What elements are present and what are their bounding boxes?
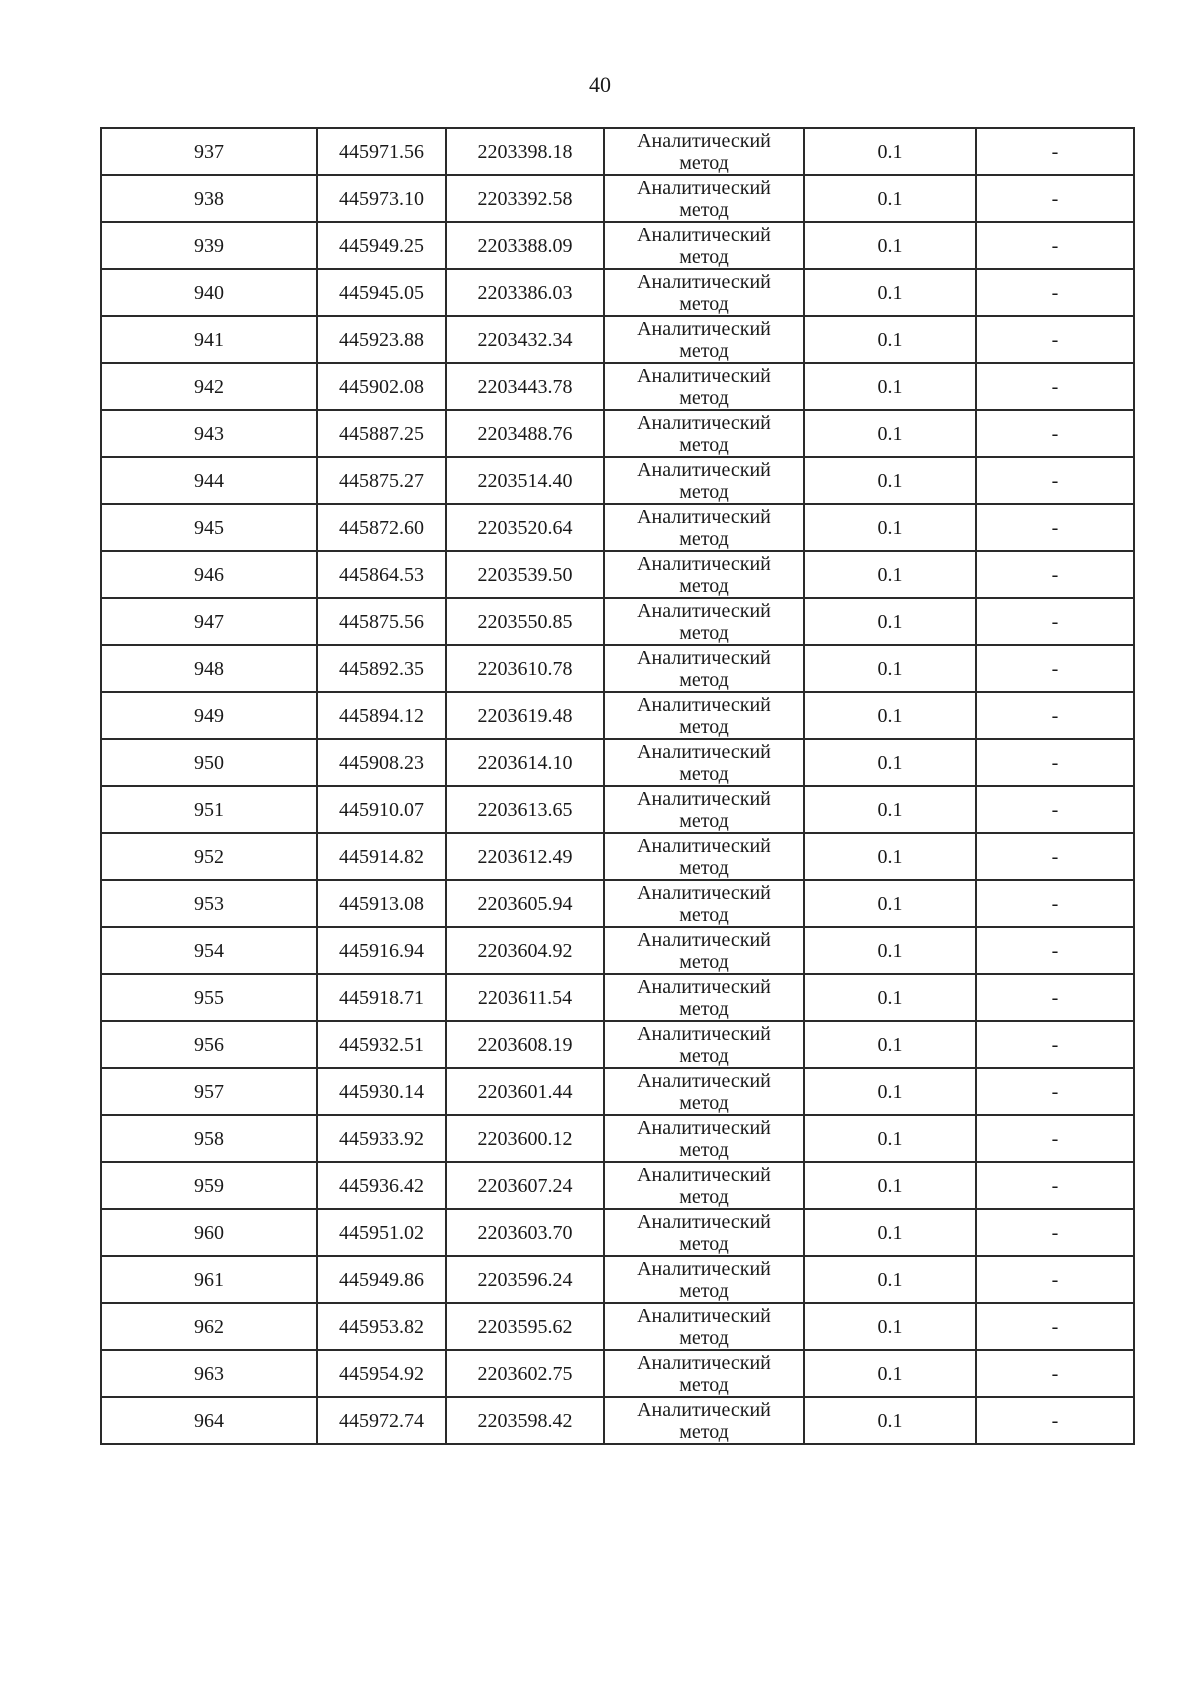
note-cell: - — [976, 1068, 1134, 1115]
method-line-1: Аналитический — [637, 1069, 771, 1092]
note-cell: - — [976, 645, 1134, 692]
method-cell — [604, 598, 804, 645]
point-number-cell: 949 — [101, 692, 317, 739]
method-cell — [604, 1021, 804, 1068]
point-number-cell: 959 — [101, 1162, 317, 1209]
accuracy-cell: 0.1 — [804, 1397, 976, 1444]
method-cell — [604, 927, 804, 974]
x-coordinate-cell: 445918.71 — [317, 974, 446, 1021]
x-coordinate-cell: 445864.53 — [317, 551, 446, 598]
note-cell: - — [976, 927, 1134, 974]
accuracy-cell: 0.1 — [804, 175, 976, 222]
method-cell — [604, 551, 804, 598]
point-number-cell: 939 — [101, 222, 317, 269]
y-coordinate-cell: 2203595.62 — [446, 1303, 604, 1350]
table-row — [101, 927, 1134, 974]
accuracy-cell: 0.1 — [804, 1303, 976, 1350]
table-row — [101, 1068, 1134, 1115]
y-coordinate-cell: 2203604.92 — [446, 927, 604, 974]
note-cell: - — [976, 551, 1134, 598]
accuracy-cell: 0.1 — [804, 645, 976, 692]
method-line-2: метод — [679, 574, 729, 597]
y-coordinate-cell: 2203392.58 — [446, 175, 604, 222]
accuracy-cell: 0.1 — [804, 1209, 976, 1256]
point-number-cell: 944 — [101, 457, 317, 504]
method-cell — [604, 1397, 804, 1444]
method-line-2: метод — [679, 1138, 729, 1161]
method-cell — [604, 1256, 804, 1303]
table-row — [101, 880, 1134, 927]
y-coordinate-cell: 2203488.76 — [446, 410, 604, 457]
accuracy-cell: 0.1 — [804, 316, 976, 363]
note-cell: - — [976, 1350, 1134, 1397]
x-coordinate-cell: 445887.25 — [317, 410, 446, 457]
method-line-1: Аналитический — [637, 646, 771, 669]
y-coordinate-cell: 2203520.64 — [446, 504, 604, 551]
table-row — [101, 175, 1134, 222]
table-row — [101, 363, 1134, 410]
y-coordinate-cell: 2203600.12 — [446, 1115, 604, 1162]
y-coordinate-cell: 2203602.75 — [446, 1350, 604, 1397]
method-cell — [604, 457, 804, 504]
method-line-2: метод — [679, 433, 729, 456]
note-cell: - — [976, 1303, 1134, 1350]
x-coordinate-cell: 445908.23 — [317, 739, 446, 786]
accuracy-cell: 0.1 — [804, 222, 976, 269]
accuracy-cell: 0.1 — [804, 410, 976, 457]
point-number-cell: 945 — [101, 504, 317, 551]
accuracy-cell: 0.1 — [804, 269, 976, 316]
accuracy-cell: 0.1 — [804, 1068, 976, 1115]
y-coordinate-cell: 2203613.65 — [446, 786, 604, 833]
table-row — [101, 598, 1134, 645]
point-number-cell: 958 — [101, 1115, 317, 1162]
x-coordinate-cell: 445872.60 — [317, 504, 446, 551]
note-cell: - — [976, 128, 1134, 175]
accuracy-cell: 0.1 — [804, 739, 976, 786]
method-line-2: метод — [679, 339, 729, 362]
method-line-1: Аналитический — [637, 1398, 771, 1421]
point-number-cell: 961 — [101, 1256, 317, 1303]
accuracy-cell: 0.1 — [804, 363, 976, 410]
method-line-2: метод — [679, 292, 729, 315]
method-cell — [604, 363, 804, 410]
method-cell — [604, 1115, 804, 1162]
note-cell: - — [976, 1162, 1134, 1209]
point-number-cell: 943 — [101, 410, 317, 457]
point-number-cell: 955 — [101, 974, 317, 1021]
table-row — [101, 222, 1134, 269]
x-coordinate-cell: 445945.05 — [317, 269, 446, 316]
y-coordinate-cell: 2203596.24 — [446, 1256, 604, 1303]
method-line-2: метод — [679, 950, 729, 973]
x-coordinate-cell: 445875.56 — [317, 598, 446, 645]
point-number-cell: 946 — [101, 551, 317, 598]
note-cell: - — [976, 1397, 1134, 1444]
method-line-1: Аналитический — [637, 364, 771, 387]
method-line-1: Аналитический — [637, 975, 771, 998]
note-cell: - — [976, 222, 1134, 269]
table-row — [101, 1256, 1134, 1303]
method-cell — [604, 175, 804, 222]
accuracy-cell: 0.1 — [804, 457, 976, 504]
accuracy-cell: 0.1 — [804, 927, 976, 974]
accuracy-cell: 0.1 — [804, 1350, 976, 1397]
note-cell: - — [976, 1209, 1134, 1256]
method-line-1: Аналитический — [637, 1257, 771, 1280]
y-coordinate-cell: 2203514.40 — [446, 457, 604, 504]
method-line-2: метод — [679, 1279, 729, 1302]
table-row — [101, 692, 1134, 739]
method-line-1: Аналитический — [637, 599, 771, 622]
y-coordinate-cell: 2203603.70 — [446, 1209, 604, 1256]
note-cell: - — [976, 692, 1134, 739]
x-coordinate-cell: 445916.94 — [317, 927, 446, 974]
coordinates-table — [100, 127, 1135, 1445]
accuracy-cell: 0.1 — [804, 974, 976, 1021]
method-line-2: метод — [679, 1373, 729, 1396]
method-line-2: метод — [679, 527, 729, 550]
note-cell: - — [976, 316, 1134, 363]
method-line-2: метод — [679, 1091, 729, 1114]
method-line-1: Аналитический — [637, 1210, 771, 1233]
method-line-2: метод — [679, 1185, 729, 1208]
method-line-2: метод — [679, 762, 729, 785]
point-number-cell: 948 — [101, 645, 317, 692]
point-number-cell: 963 — [101, 1350, 317, 1397]
x-coordinate-cell: 445972.74 — [317, 1397, 446, 1444]
y-coordinate-cell: 2203608.19 — [446, 1021, 604, 1068]
table-row — [101, 504, 1134, 551]
note-cell: - — [976, 974, 1134, 1021]
point-number-cell: 956 — [101, 1021, 317, 1068]
page-number: 40 — [589, 72, 611, 97]
note-cell: - — [976, 175, 1134, 222]
method-line-1: Аналитический — [637, 176, 771, 199]
x-coordinate-cell: 445914.82 — [317, 833, 446, 880]
x-coordinate-cell: 445913.08 — [317, 880, 446, 927]
table-row — [101, 645, 1134, 692]
x-coordinate-cell: 445953.82 — [317, 1303, 446, 1350]
accuracy-cell: 0.1 — [804, 880, 976, 927]
point-number-cell: 964 — [101, 1397, 317, 1444]
x-coordinate-cell: 445951.02 — [317, 1209, 446, 1256]
x-coordinate-cell: 445910.07 — [317, 786, 446, 833]
method-line-2: метод — [679, 668, 729, 691]
table-row — [101, 1115, 1134, 1162]
method-line-1: Аналитический — [637, 1163, 771, 1186]
table-row — [101, 1303, 1134, 1350]
y-coordinate-cell: 2203539.50 — [446, 551, 604, 598]
method-line-1: Аналитический — [637, 740, 771, 763]
table-row — [101, 551, 1134, 598]
method-cell — [604, 1162, 804, 1209]
method-line-2: метод — [679, 151, 729, 174]
table-row — [101, 1021, 1134, 1068]
point-number-cell: 937 — [101, 128, 317, 175]
method-line-2: метод — [679, 856, 729, 879]
x-coordinate-cell: 445923.88 — [317, 316, 446, 363]
y-coordinate-cell: 2203398.18 — [446, 128, 604, 175]
method-cell — [604, 269, 804, 316]
point-number-cell: 953 — [101, 880, 317, 927]
table-row — [101, 1162, 1134, 1209]
method-cell — [604, 645, 804, 692]
method-line-2: метод — [679, 621, 729, 644]
y-coordinate-cell: 2203386.03 — [446, 269, 604, 316]
method-cell — [604, 504, 804, 551]
point-number-cell: 952 — [101, 833, 317, 880]
note-cell: - — [976, 1256, 1134, 1303]
y-coordinate-cell: 2203388.09 — [446, 222, 604, 269]
method-line-2: метод — [679, 1420, 729, 1443]
point-number-cell: 960 — [101, 1209, 317, 1256]
note-cell: - — [976, 598, 1134, 645]
method-line-2: метод — [679, 997, 729, 1020]
method-line-2: метод — [679, 480, 729, 503]
table-row — [101, 739, 1134, 786]
method-cell — [604, 1068, 804, 1115]
method-line-1: Аналитический — [637, 834, 771, 857]
table-row — [101, 457, 1134, 504]
x-coordinate-cell: 445954.92 — [317, 1350, 446, 1397]
table-row — [101, 974, 1134, 1021]
method-line-1: Аналитический — [637, 787, 771, 810]
method-line-1: Аналитический — [637, 1304, 771, 1327]
x-coordinate-cell: 445902.08 — [317, 363, 446, 410]
table-row — [101, 1397, 1134, 1444]
y-coordinate-cell: 2203611.54 — [446, 974, 604, 1021]
accuracy-cell: 0.1 — [804, 786, 976, 833]
x-coordinate-cell: 445949.86 — [317, 1256, 446, 1303]
method-cell — [604, 1303, 804, 1350]
method-cell — [604, 833, 804, 880]
point-number-cell: 940 — [101, 269, 317, 316]
method-line-2: метод — [679, 809, 729, 832]
table-row — [101, 1350, 1134, 1397]
x-coordinate-cell: 445894.12 — [317, 692, 446, 739]
point-number-cell: 962 — [101, 1303, 317, 1350]
table-row — [101, 410, 1134, 457]
x-coordinate-cell: 445971.56 — [317, 128, 446, 175]
accuracy-cell: 0.1 — [804, 1115, 976, 1162]
y-coordinate-cell: 2203614.10 — [446, 739, 604, 786]
note-cell: - — [976, 504, 1134, 551]
table-row — [101, 128, 1134, 175]
method-cell — [604, 1209, 804, 1256]
table-row — [101, 833, 1134, 880]
note-cell: - — [976, 786, 1134, 833]
x-coordinate-cell: 445930.14 — [317, 1068, 446, 1115]
point-number-cell: 938 — [101, 175, 317, 222]
method-line-1: Аналитический — [637, 1351, 771, 1374]
method-line-1: Аналитический — [637, 1116, 771, 1139]
method-line-1: Аналитический — [637, 223, 771, 246]
table-row — [101, 316, 1134, 363]
accuracy-cell: 0.1 — [804, 128, 976, 175]
note-cell: - — [976, 1115, 1134, 1162]
point-number-cell: 957 — [101, 1068, 317, 1115]
y-coordinate-cell: 2203612.49 — [446, 833, 604, 880]
method-cell — [604, 316, 804, 363]
method-cell — [604, 410, 804, 457]
method-line-1: Аналитический — [637, 411, 771, 434]
x-coordinate-cell: 445875.27 — [317, 457, 446, 504]
method-line-2: метод — [679, 245, 729, 268]
method-line-1: Аналитический — [637, 129, 771, 152]
table-row — [101, 1209, 1134, 1256]
point-number-cell: 950 — [101, 739, 317, 786]
accuracy-cell: 0.1 — [804, 598, 976, 645]
method-line-1: Аналитический — [637, 458, 771, 481]
accuracy-cell: 0.1 — [804, 551, 976, 598]
x-coordinate-cell: 445973.10 — [317, 175, 446, 222]
accuracy-cell: 0.1 — [804, 1256, 976, 1303]
y-coordinate-cell: 2203607.24 — [446, 1162, 604, 1209]
y-coordinate-cell: 2203443.78 — [446, 363, 604, 410]
method-line-2: метод — [679, 386, 729, 409]
y-coordinate-cell: 2203610.78 — [446, 645, 604, 692]
x-coordinate-cell: 445933.92 — [317, 1115, 446, 1162]
method-cell — [604, 692, 804, 739]
table-row — [101, 786, 1134, 833]
method-line-2: метод — [679, 1232, 729, 1255]
y-coordinate-cell: 2203432.34 — [446, 316, 604, 363]
method-cell — [604, 974, 804, 1021]
method-cell — [604, 1350, 804, 1397]
method-line-1: Аналитический — [637, 552, 771, 575]
method-line-1: Аналитический — [637, 505, 771, 528]
method-cell — [604, 128, 804, 175]
point-number-cell: 942 — [101, 363, 317, 410]
accuracy-cell: 0.1 — [804, 504, 976, 551]
note-cell: - — [976, 1021, 1134, 1068]
method-line-1: Аналитический — [637, 881, 771, 904]
y-coordinate-cell: 2203550.85 — [446, 598, 604, 645]
point-number-cell: 941 — [101, 316, 317, 363]
method-line-1: Аналитический — [637, 1022, 771, 1045]
accuracy-cell: 0.1 — [804, 692, 976, 739]
method-line-2: метод — [679, 198, 729, 221]
x-coordinate-cell: 445892.35 — [317, 645, 446, 692]
method-line-1: Аналитический — [637, 928, 771, 951]
table-row — [101, 269, 1134, 316]
method-line-1: Аналитический — [637, 317, 771, 340]
accuracy-cell: 0.1 — [804, 1021, 976, 1068]
method-cell — [604, 880, 804, 927]
accuracy-cell: 0.1 — [804, 833, 976, 880]
note-cell: - — [976, 739, 1134, 786]
note-cell: - — [976, 880, 1134, 927]
y-coordinate-cell: 2203601.44 — [446, 1068, 604, 1115]
point-number-cell: 954 — [101, 927, 317, 974]
method-line-1: Аналитический — [637, 270, 771, 293]
note-cell: - — [976, 269, 1134, 316]
point-number-cell: 947 — [101, 598, 317, 645]
y-coordinate-cell: 2203598.42 — [446, 1397, 604, 1444]
point-number-cell: 951 — [101, 786, 317, 833]
note-cell: - — [976, 457, 1134, 504]
note-cell: - — [976, 410, 1134, 457]
note-cell: - — [976, 833, 1134, 880]
method-cell — [604, 786, 804, 833]
x-coordinate-cell: 445936.42 — [317, 1162, 446, 1209]
y-coordinate-cell: 2203619.48 — [446, 692, 604, 739]
x-coordinate-cell: 445932.51 — [317, 1021, 446, 1068]
accuracy-cell: 0.1 — [804, 1162, 976, 1209]
method-line-2: метод — [679, 1326, 729, 1349]
table-body — [101, 128, 1134, 1444]
method-cell — [604, 222, 804, 269]
y-coordinate-cell: 2203605.94 — [446, 880, 604, 927]
method-line-1: Аналитический — [637, 693, 771, 716]
method-line-2: метод — [679, 1044, 729, 1067]
method-line-2: метод — [679, 715, 729, 738]
method-line-2: метод — [679, 903, 729, 926]
x-coordinate-cell: 445949.25 — [317, 222, 446, 269]
note-cell: - — [976, 363, 1134, 410]
method-cell — [604, 739, 804, 786]
